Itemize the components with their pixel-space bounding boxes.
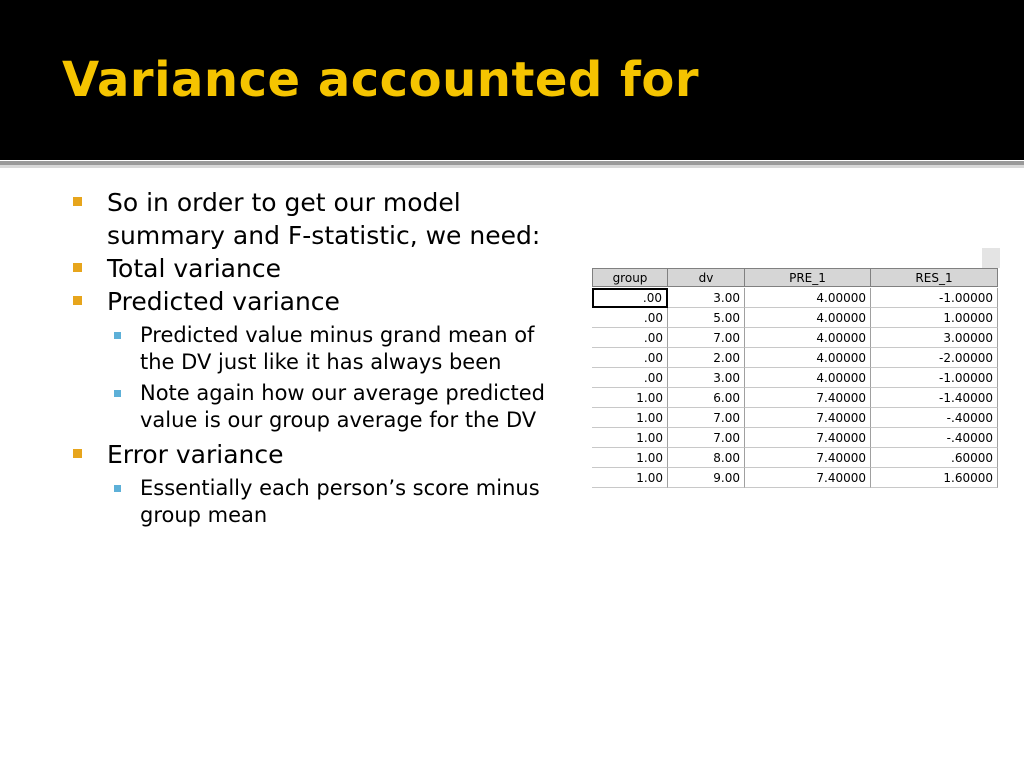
- bullet-text: Error variance: [107, 440, 284, 469]
- table-cell[interactable]: -1.40000: [871, 388, 998, 408]
- square-sub-bullet-icon: [114, 390, 121, 397]
- table-cell[interactable]: .00: [592, 328, 668, 348]
- table-cell[interactable]: 7.00: [668, 428, 745, 448]
- bullet-text: So in order to get our model summary and F-statistic, we need:: [107, 188, 541, 250]
- table-cell[interactable]: .00: [592, 368, 668, 388]
- table-cell[interactable]: 1.00000: [871, 308, 998, 328]
- bullet-item: [72, 186, 572, 252]
- bullet-item: [72, 252, 572, 285]
- data-spreadsheet: [590, 248, 1000, 490]
- table-cell[interactable]: 7.40000: [745, 468, 871, 488]
- table-row: [590, 328, 1000, 348]
- column-header-group[interactable]: group: [592, 268, 668, 287]
- table-cell[interactable]: 3.00: [668, 368, 745, 388]
- table-cell[interactable]: .60000: [871, 448, 998, 468]
- table-cell[interactable]: 7.40000: [745, 388, 871, 408]
- table-cell[interactable]: 7.40000: [745, 448, 871, 468]
- title-bar: [0, 0, 1024, 160]
- sub-bullet-item: [72, 380, 572, 434]
- square-sub-bullet-icon: [114, 332, 121, 339]
- table-cell[interactable]: 3.00000: [871, 328, 998, 348]
- table-row: [590, 308, 1000, 328]
- divider-light: [0, 165, 1024, 168]
- table-cell[interactable]: 5.00: [668, 308, 745, 328]
- table-cell[interactable]: .00: [592, 308, 668, 328]
- sub-bullet-item: [72, 322, 572, 376]
- table-row: [590, 368, 1000, 388]
- table-cell[interactable]: 7.40000: [745, 408, 871, 428]
- table-row: [590, 428, 1000, 448]
- sub-bullet-text: Predicted value minus grand mean of the DV just like it has always been: [140, 323, 535, 374]
- table-cell[interactable]: 3.00: [668, 288, 745, 308]
- square-bullet-icon: [73, 263, 82, 272]
- square-bullet-icon: [73, 296, 82, 305]
- table-row: [590, 448, 1000, 468]
- table-cell[interactable]: 4.00000: [745, 288, 871, 308]
- table-cell[interactable]: -.40000: [871, 408, 998, 428]
- table-cell[interactable]: 7.00: [668, 328, 745, 348]
- square-bullet-icon: [73, 197, 82, 206]
- table-cell[interactable]: 4.00000: [745, 368, 871, 388]
- table-row: [590, 468, 1000, 488]
- table-cell[interactable]: 9.00: [668, 468, 745, 488]
- table-cell[interactable]: 8.00: [668, 448, 745, 468]
- table-cell[interactable]: 7.00: [668, 408, 745, 428]
- slide-title: Variance accounted for: [62, 52, 700, 108]
- table-cell[interactable]: -.40000: [871, 428, 998, 448]
- scroll-corner: [982, 248, 1000, 268]
- sub-bullet-text: Essentially each person’s score minus group mean: [140, 476, 540, 527]
- bullet-text: Predicted variance: [107, 287, 340, 316]
- table-cell[interactable]: -2.00000: [871, 348, 998, 368]
- table-cell[interactable]: 1.00: [592, 448, 668, 468]
- bullet-item: [72, 438, 572, 471]
- bullet-list: [72, 186, 572, 533]
- table-cell[interactable]: 1.00: [592, 428, 668, 448]
- table-row: [590, 288, 1000, 308]
- table-cell[interactable]: .00: [592, 348, 668, 368]
- square-sub-bullet-icon: [114, 485, 121, 492]
- table-cell[interactable]: 1.00: [592, 388, 668, 408]
- bullet-text: Total variance: [107, 254, 281, 283]
- table-cell[interactable]: -1.00000: [871, 368, 998, 388]
- table-cell[interactable]: 1.00: [592, 468, 668, 488]
- column-header-res-1[interactable]: RES_1: [871, 268, 998, 287]
- table-cell[interactable]: 6.00: [668, 388, 745, 408]
- bullet-item: [72, 285, 572, 318]
- square-bullet-icon: [73, 449, 82, 458]
- table-cell[interactable]: 4.00000: [745, 308, 871, 328]
- sub-bullet-item: [72, 475, 572, 529]
- table-row: [590, 348, 1000, 368]
- table-cell[interactable]: 2.00: [668, 348, 745, 368]
- table-cell[interactable]: -1.00000: [871, 288, 998, 308]
- table-cell[interactable]: 4.00000: [745, 348, 871, 368]
- table-cell[interactable]: 4.00000: [745, 328, 871, 348]
- table-row: [590, 408, 1000, 428]
- table-row: [590, 388, 1000, 408]
- table-cell[interactable]: 1.60000: [871, 468, 998, 488]
- table-cell-selected[interactable]: .00: [592, 288, 668, 308]
- column-header-dv[interactable]: dv: [668, 268, 745, 287]
- table-cell[interactable]: 1.00: [592, 408, 668, 428]
- table-cell[interactable]: 7.40000: [745, 428, 871, 448]
- sub-bullet-text: Note again how our average predicted value is our group average for the DV: [140, 381, 546, 432]
- column-header-pre-1[interactable]: PRE_1: [745, 268, 871, 287]
